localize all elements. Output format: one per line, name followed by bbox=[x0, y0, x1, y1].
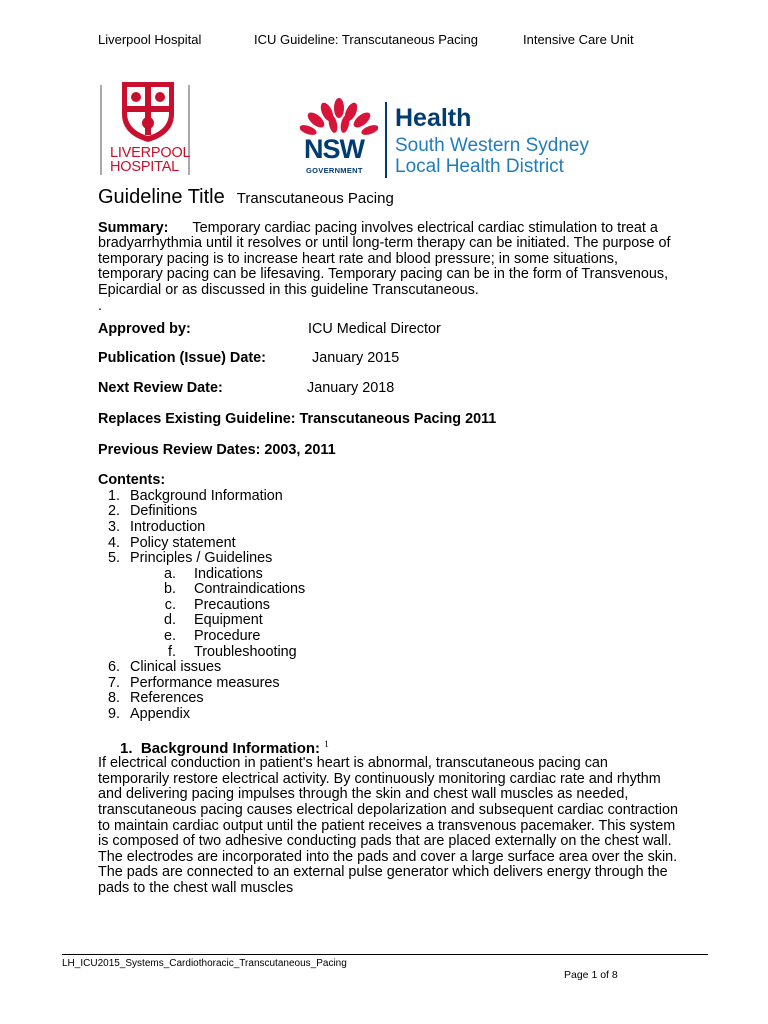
approved-label: Approved by: bbox=[98, 321, 191, 338]
liverpool-line1: LIVERPOOL bbox=[110, 145, 191, 161]
contents-item: 9. Appendix bbox=[124, 707, 678, 723]
contents-item: 1. Background Information bbox=[124, 489, 678, 505]
footer-rule bbox=[62, 954, 708, 955]
contents-subitem: a. Indications bbox=[180, 567, 678, 583]
header-guideline: ICU Guideline: Transcutaneous Pacing bbox=[254, 32, 479, 47]
publication-value: January 2015 bbox=[312, 349, 400, 366]
contents-sublist bbox=[130, 567, 678, 661]
contents-item: 2. Definitions bbox=[124, 504, 678, 520]
logo-divider bbox=[100, 85, 102, 175]
guideline-title-label: Guideline Title bbox=[98, 186, 225, 208]
publication-label: Publication (Issue) Date: bbox=[98, 349, 266, 366]
liverpool-shield-icon bbox=[108, 80, 188, 144]
review-label: Next Review Date: bbox=[98, 380, 223, 397]
logo-banner bbox=[100, 80, 660, 180]
liverpool-line2: HOSPITAL bbox=[110, 159, 180, 175]
approved-row bbox=[98, 322, 678, 338]
header-hospital: Liverpool Hospital bbox=[98, 32, 202, 47]
contents-subitem: d. Equipment bbox=[180, 613, 678, 629]
contents-item: 3. Introduction bbox=[124, 520, 678, 536]
district-wordmark bbox=[395, 135, 589, 177]
contents-item: 6. Clinical issues bbox=[124, 660, 678, 676]
background-heading-text: Background Information: bbox=[140, 739, 321, 757]
contents-subitem: f. Troubleshooting bbox=[180, 645, 678, 661]
contents-item-label: Principles / Guidelines bbox=[130, 550, 273, 567]
summary-dot: . bbox=[98, 297, 102, 314]
contents-item: 8. References bbox=[124, 691, 678, 707]
publication-row bbox=[98, 351, 678, 367]
health-wordmark: Health bbox=[395, 104, 472, 132]
contents-item: 4. Policy statement bbox=[124, 536, 678, 552]
district-line2: Local Health District bbox=[395, 156, 564, 177]
document-body bbox=[98, 186, 678, 897]
contents-subitem: c. Precautions bbox=[180, 598, 678, 614]
waratah-icon bbox=[300, 98, 378, 138]
guideline-title bbox=[98, 186, 678, 208]
replaces-guideline: Replaces Existing Guideline: Transcutaneous Pacing 2011 bbox=[98, 410, 497, 427]
footer-page-number: Page 1 of 8 bbox=[564, 969, 618, 981]
contents-item bbox=[124, 551, 678, 660]
review-row bbox=[98, 381, 678, 397]
background-footnote: 1 bbox=[324, 738, 329, 749]
summary-text: Temporary cardiac pacing involves electrical cardiac stimulation to treat a bradyarrhythmia until it resolves or until long-term therapy can be initiated. The purpose of temporary pacing is to increase heart rate and blood pressure; in some situations, temporary pacing can be lifesaving. Temporary pacing can be in the form of Transvenous, Epicardial or as discussed in this guideline Transcutaneous. bbox=[98, 219, 671, 298]
summary-label: Summary: bbox=[98, 219, 169, 236]
approved-value: ICU Medical Director bbox=[308, 321, 441, 338]
contents-subitem: e. Procedure bbox=[180, 629, 678, 645]
district-line1: South Western Sydney bbox=[395, 135, 589, 156]
review-value: January 2018 bbox=[307, 380, 395, 397]
background-heading bbox=[98, 737, 678, 757]
contents-item: 7. Performance measures bbox=[124, 676, 678, 692]
health-divider bbox=[385, 102, 387, 178]
summary bbox=[98, 221, 678, 299]
government-wordmark: GOVERNMENT bbox=[306, 166, 363, 175]
background-text: If electrical conduction in patient's heart is abnormal, transcutaneous pacing can temporarily restore electrical activity. By continuously monitoring cardiac rate and rhythm and delivering pacing impulses through the skin and chest wall muscles as needed, transcutaneous pacing causes electrical depolarization and subsequent cardiac contraction to maintain cardiac output until the patient receives a transvenous pacemaker. This system is composed of two adhesive conducting pads that are placed externally on the chest wall. The electrodes are incorporated into the pads and cover a large surface area over the skin. The pads are connected to an external pulse generator which delivers energy through the pads to the chest wall muscles bbox=[98, 755, 678, 896]
guideline-title-value: Transcutaneous Pacing bbox=[236, 190, 394, 207]
footer-filename: LH_ICU2015_Systems_Cardiothoracic_Transcutaneous_Pacing bbox=[62, 958, 347, 969]
previous-review-dates: Previous Review Dates: 2003, 2011 bbox=[98, 441, 336, 458]
contents-list bbox=[98, 489, 678, 723]
nsw-wordmark: NSW bbox=[304, 134, 364, 164]
contents-subitem: b. Contraindications bbox=[180, 582, 678, 598]
header-unit: Intensive Care Unit bbox=[523, 32, 634, 47]
contents-label: Contents: bbox=[98, 472, 166, 489]
liverpool-wordmark bbox=[110, 146, 210, 174]
background-number: 1. bbox=[120, 739, 133, 757]
